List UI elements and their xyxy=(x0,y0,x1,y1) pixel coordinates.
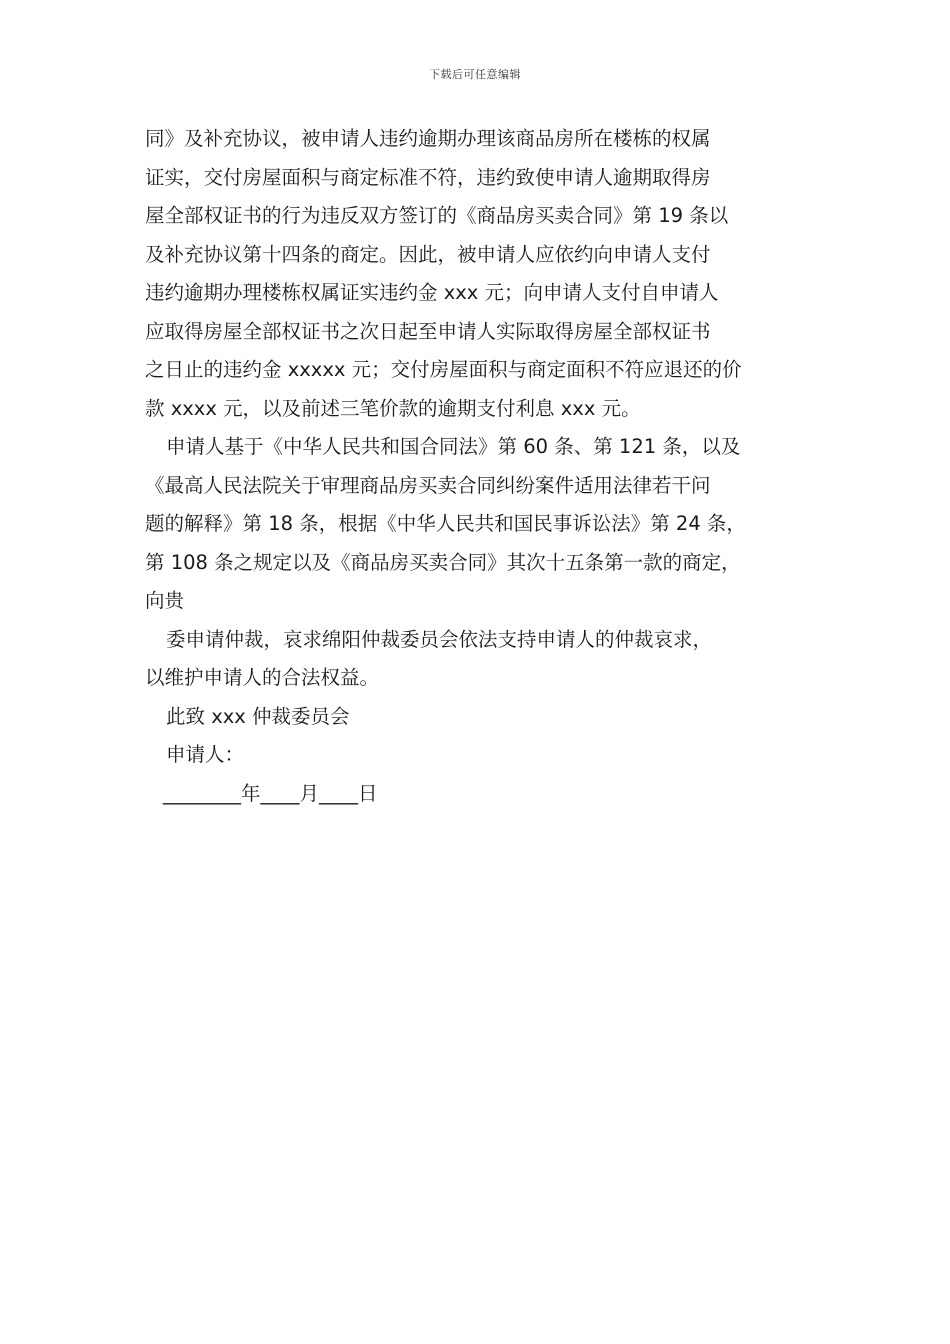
text-line: 应取得房屋全部权证书之次日起至申请人实际取得房屋全部权证书 xyxy=(145,319,711,343)
applicant-label: 申请人： xyxy=(166,743,245,766)
text-line: 申请人基于《中华人民共和国合同法》第 60 条、第 121 条，以及 xyxy=(166,435,741,458)
paragraph-1 xyxy=(145,120,810,428)
text-line: 委申请仲裁，哀求绵阳仲裁委员会依法支持申请人的仲裁哀求， xyxy=(166,627,713,651)
text-line: 向贵 xyxy=(145,589,185,612)
text-line: 题的解释》第 18 条，根据《中华人民共和国民事诉讼法》第 24 条， xyxy=(145,512,746,535)
text-line: 同》及补充协议，被申请人违约逾期办理该商品房所在楼栋的权属 xyxy=(145,127,711,150)
text-line: 屋全部权证书的行为违反双方签订的《商品房买卖合同》第 19 条以 xyxy=(145,204,729,227)
paragraph-2 xyxy=(145,428,810,621)
paragraph-3 xyxy=(145,621,810,698)
text-line: 及补充协议第十四条的商定。因此，被申请人应依约向申请人支付 xyxy=(145,242,711,266)
salutation: 此致 xxx 仲裁委员会 xyxy=(166,704,350,728)
text-line: 之日止的违约金 xxxxx 元；交付房屋面积与商定面积不符应退还的价 xyxy=(145,358,742,381)
text-line: 证实，交付房屋面积与商定标准不符，违约致使申请人逾期取得房 xyxy=(145,165,711,189)
date-line: ________年____月____日 xyxy=(163,781,378,805)
text-line: 款 xxxx 元，以及前述三笔价款的逾期支付利息 xxx 元。 xyxy=(145,396,641,420)
text-line: 以维护申请人的合法权益。 xyxy=(145,666,380,689)
text-line: 违约逾期办理楼栋权属证实违约金 xxx 元；向申请人支付自申请人 xyxy=(145,281,719,304)
document-body xyxy=(145,120,810,813)
text-line: 《最高人民法院关于审理商品房买卖合同纠纷案件适用法律若干问 xyxy=(145,473,711,497)
page-header: 下载后可任意编辑 xyxy=(429,68,521,81)
text-line: 第 108 条之规定以及《商品房买卖合同》其次十五条第一款的商定， xyxy=(145,550,741,574)
